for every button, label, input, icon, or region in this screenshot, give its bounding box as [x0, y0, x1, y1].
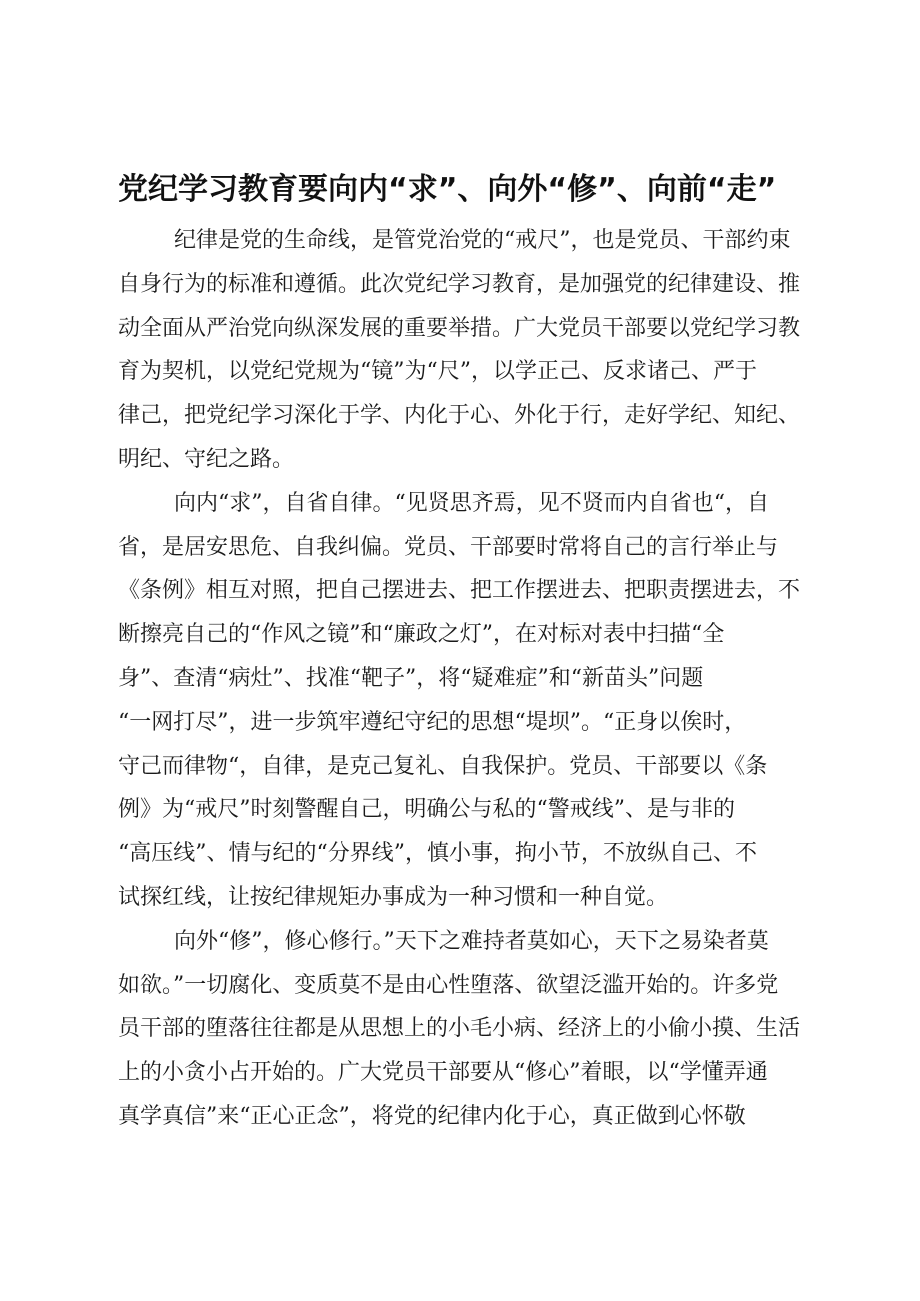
text-line: 明纪、守纪之路。: [118, 446, 295, 472]
text-line: 身”、查清“病灶”、找准“靶子”，将“疑难症”和“新苗头”问题: [118, 665, 704, 691]
text-line: 试探红线，让按纪律规矩办事成为一种习惯和一种自觉。: [118, 884, 669, 910]
text-line: 如欲。”一切腐化、变质莫不是由心性堕落、欲望泛滥开始的。许多党: [118, 972, 779, 998]
text-line: 向外“修”，修心修行。”天下之难持者莫如心，天下之易染者莫: [174, 928, 769, 954]
text-line: 上的小贪小占开始的。广大党员干部要从“修心”着眼，以“学懂弄通: [118, 1060, 768, 1086]
text-line: 例》为“戒尺”时刻警醒自己，明确公与私的“警戒线”、是与非的: [118, 797, 735, 823]
text-line: “高压线”、情与纪的“分界线”，慎小事，拘小节，不放纵自己、不: [118, 841, 757, 867]
text-line: 《条例》相互对照，把自己摆进去、把工作摆进去、把职责摆进去，不: [118, 578, 801, 604]
text-line: 省，是居安思危、自我纠偏。党员、干部要时常将自己的言行举止与: [118, 534, 779, 560]
text-line: 育为契机，以党纪党规为“镜”为“尺”，以学正己、反求诸己、严于: [118, 359, 757, 385]
text-line: 动全面从严治党向纵深发展的重要举措。广大党员干部要以党纪学习教: [118, 315, 801, 341]
text-line: 纪律是党的生命线，是管党治党的“戒尺”，也是党员、干部约束: [174, 228, 791, 253]
document-body: [118, 219, 802, 1139]
text-line: 自身行为的标准和遵循。此次党纪学习教育，是加强党的纪律建设、推: [118, 271, 801, 297]
text-line: 律己，把党纪学习深化于学、内化于心、外化于行，走好学纪、知纪、: [118, 403, 801, 429]
text-line: 守己而律物“，自律，是克己复礼、自我保护。党员、干部要以《条: [118, 753, 768, 779]
text-line: 员干部的堕落往往都是从思想上的小毛小病、经济上的小偷小摸、生活: [118, 1016, 801, 1042]
document-title: 党纪学习教育要向内“求”、向外“修”、向前“走”: [118, 172, 777, 207]
text-line: 向内“求”，自省自律。“见贤思齐焉，见不贤而内自省也“，自: [174, 490, 769, 516]
text-line: “一网打尽”，进一步筑牢遵纪守纪的思想“堤坝”。“正身以俟时，: [118, 709, 747, 735]
text-line: 断擦亮自己的“作风之镜”和“廉政之灯”，在对标对表中扫描“全: [118, 622, 725, 648]
text-line: 真学真信”来“正心正念”，将党的纪律内化于心，真正做到心怀敬: [118, 1103, 746, 1129]
